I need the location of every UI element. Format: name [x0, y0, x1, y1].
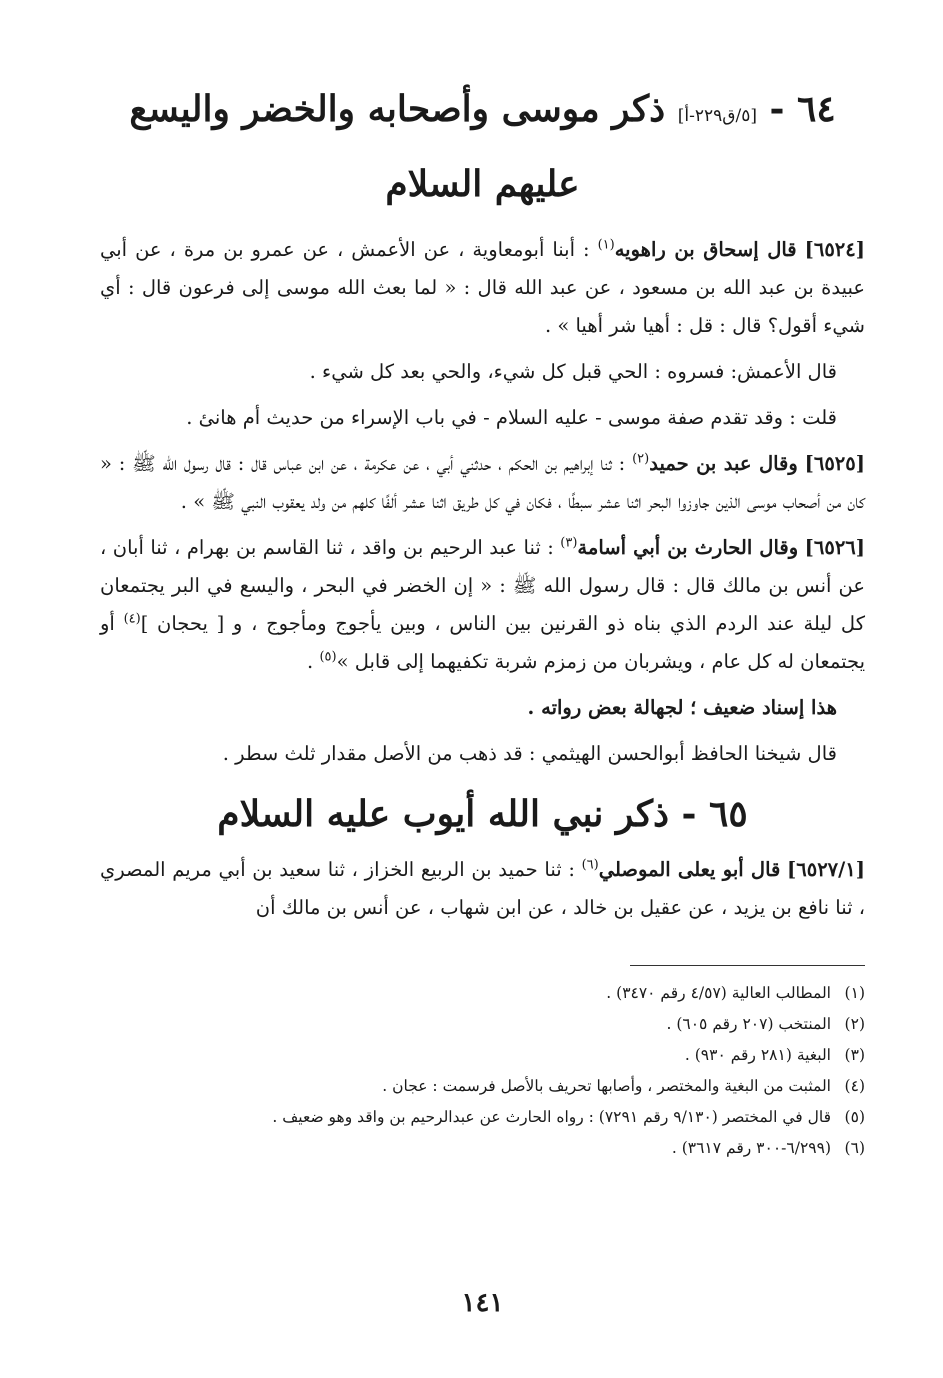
footnote-separator	[630, 965, 865, 966]
hadith-source: وقال الحارث بن أبي أسامة	[577, 536, 799, 559]
hadith-6526	[100, 529, 865, 681]
footnote-ref: (٥)	[319, 649, 337, 665]
hadith-6524	[100, 231, 865, 345]
footnote-number: (٦)	[844, 1139, 865, 1157]
chapter-64-title-line2: عليهم السلام	[385, 163, 580, 205]
hadith-source: قال إسحاق بن راهويه	[614, 238, 797, 261]
footnotes	[100, 978, 865, 1164]
footnote-text: المطالب العالية (٤/٥٧ رقم ٣٤٧٠) .	[606, 984, 831, 1002]
footnote	[100, 1133, 865, 1164]
hadith-number: [٦٥٢٦]	[804, 536, 866, 559]
hadith-6525	[100, 445, 865, 521]
footnote	[100, 1102, 865, 1133]
hadith-text: : أبنا أبومعاوية ، عن الأعمش ، عن عمرو بن مرة ، عن أبي عبيدة بن عبد الله بن مسعود ، عن عبد الله قال : « لما بعث الله موسى إلى فرعون قال : أي شيء أقول؟ قال : قل : أهيا شر أهيا » .	[100, 238, 865, 337]
footnote-number: (٢)	[844, 1015, 865, 1033]
chapter-64-heading-text: ذكر موسى وأصحابه والخضر واليسع	[129, 88, 678, 130]
footnote-number: (٥)	[844, 1108, 865, 1126]
hadith-source: وقال عبد بن حميد	[649, 452, 798, 475]
chapter-65-title: ٦٥ - ذكر نبي الله أيوب عليه السلام	[217, 793, 748, 835]
hadith-text: : ثنا حميد بن الربيع الخزاز ، ثنا سعيد بن أبي مريم المصري ، ثنا نافع بن يزيد ، عن عقيل بن خالد ، عن ابن شهاب ، عن أنس بن مالك أن	[100, 858, 865, 919]
footnote-ref: (٦)	[581, 857, 599, 873]
footnote-number: (١)	[844, 984, 865, 1002]
page-number: ١٤١	[461, 1288, 504, 1318]
commentary-haythami: قال شيخنا الحافظ أبوالحسن الهيثمي : قد ذهب من الأصل مقدار ثلث سطر .	[222, 742, 837, 765]
footnote	[100, 1071, 865, 1102]
footnote-text: المنتخب (٢٠٧ رقم ٦٠٥) .	[666, 1015, 831, 1033]
hadith-6527	[100, 851, 865, 927]
page	[100, 70, 865, 1360]
hadith-text-cont: أو يجتمعان له كل عام ، ويشربان من زمزم شربة تكفيهما إلى قابل »	[100, 612, 865, 673]
manuscript-reference: [٥/ق٢٢٩-أ]	[677, 106, 757, 126]
footnote-number: (٤)	[844, 1077, 865, 1095]
commentary-qultu: قلت : وقد تقدم صفة موسى - عليه السلام - في باب الإسراء من حديث أم هانئ .	[186, 406, 837, 429]
hadith-text-end: .	[307, 650, 320, 673]
footnote-text: (٦/٢٩٩-٣٠٠ رقم ٣٦١٧) .	[671, 1139, 831, 1157]
hadith-text: : ثنا إبراهيم بن الحكم ، حدثني أبي ، عن عكرمة ، عن ابن عباس قال : قال رسول الله ﷺ : « كان من أصحاب موسى الذين جاوزوا البحر اثنا عشر سبطًا ، فكان في كل طريق اثنا عشر ألفًا كلهم من ولد يعقوب النبي ﷺ » .	[100, 452, 865, 513]
footnote-ref: (٤)	[123, 611, 141, 627]
footnote-text: البغية (٢٨١ رقم ٩٣٠) .	[684, 1046, 831, 1064]
chapter-64-number: ٦٤ -	[756, 88, 836, 130]
footnote-text: المثبت من البغية والمختصر ، وأصابها تحريف بالأصل فرسمت : عجان .	[382, 1077, 831, 1095]
footnote-text: قال في المختصر (٩/١٣٠ رقم ٧٢٩١) : رواه الحارث عن عبدالرحيم بن واقد وهو ضعيف .	[272, 1108, 831, 1126]
hadith-source: قال أبو يعلى الموصلي	[598, 858, 781, 881]
hadith-number: [٦٥٢٧/١]	[787, 858, 865, 881]
footnote	[100, 1040, 865, 1071]
hadith-text: : ثنا عبد الرحيم بن واقد ، ثنا القاسم بن بهرام ، ثنا أبان ، عن أنس بن مالك قال : قال رسول الله ﷺ : « إن الخضر في البحر ، واليسع في البر يجتمعان كل ليلة عند الردم الذي بناه ذو القرنين بين الناس ، وبين يأجوج ومأجوج ، و [ يحجان ]	[100, 536, 865, 635]
chapter-64-title	[100, 76, 865, 149]
hadith-number: [٦٥٢٤]	[804, 238, 865, 261]
footnote	[100, 978, 865, 1009]
footnote-number: (٣)	[844, 1046, 865, 1064]
footnote-ref: (١)	[597, 237, 615, 253]
hadith-number: [٦٥٢٥]	[804, 452, 865, 475]
commentary-amash: قال الأعمش: فسروه : الحي قبل كل شيء، والحي بعد كل شيء .	[309, 360, 837, 383]
footnote	[100, 1009, 865, 1040]
isnad-verdict: هذا إسناد ضعيف ؛ لجهالة بعض رواته .	[527, 696, 837, 719]
footnote-ref: (٣)	[560, 535, 578, 551]
footnote-ref: (٢)	[632, 451, 650, 467]
